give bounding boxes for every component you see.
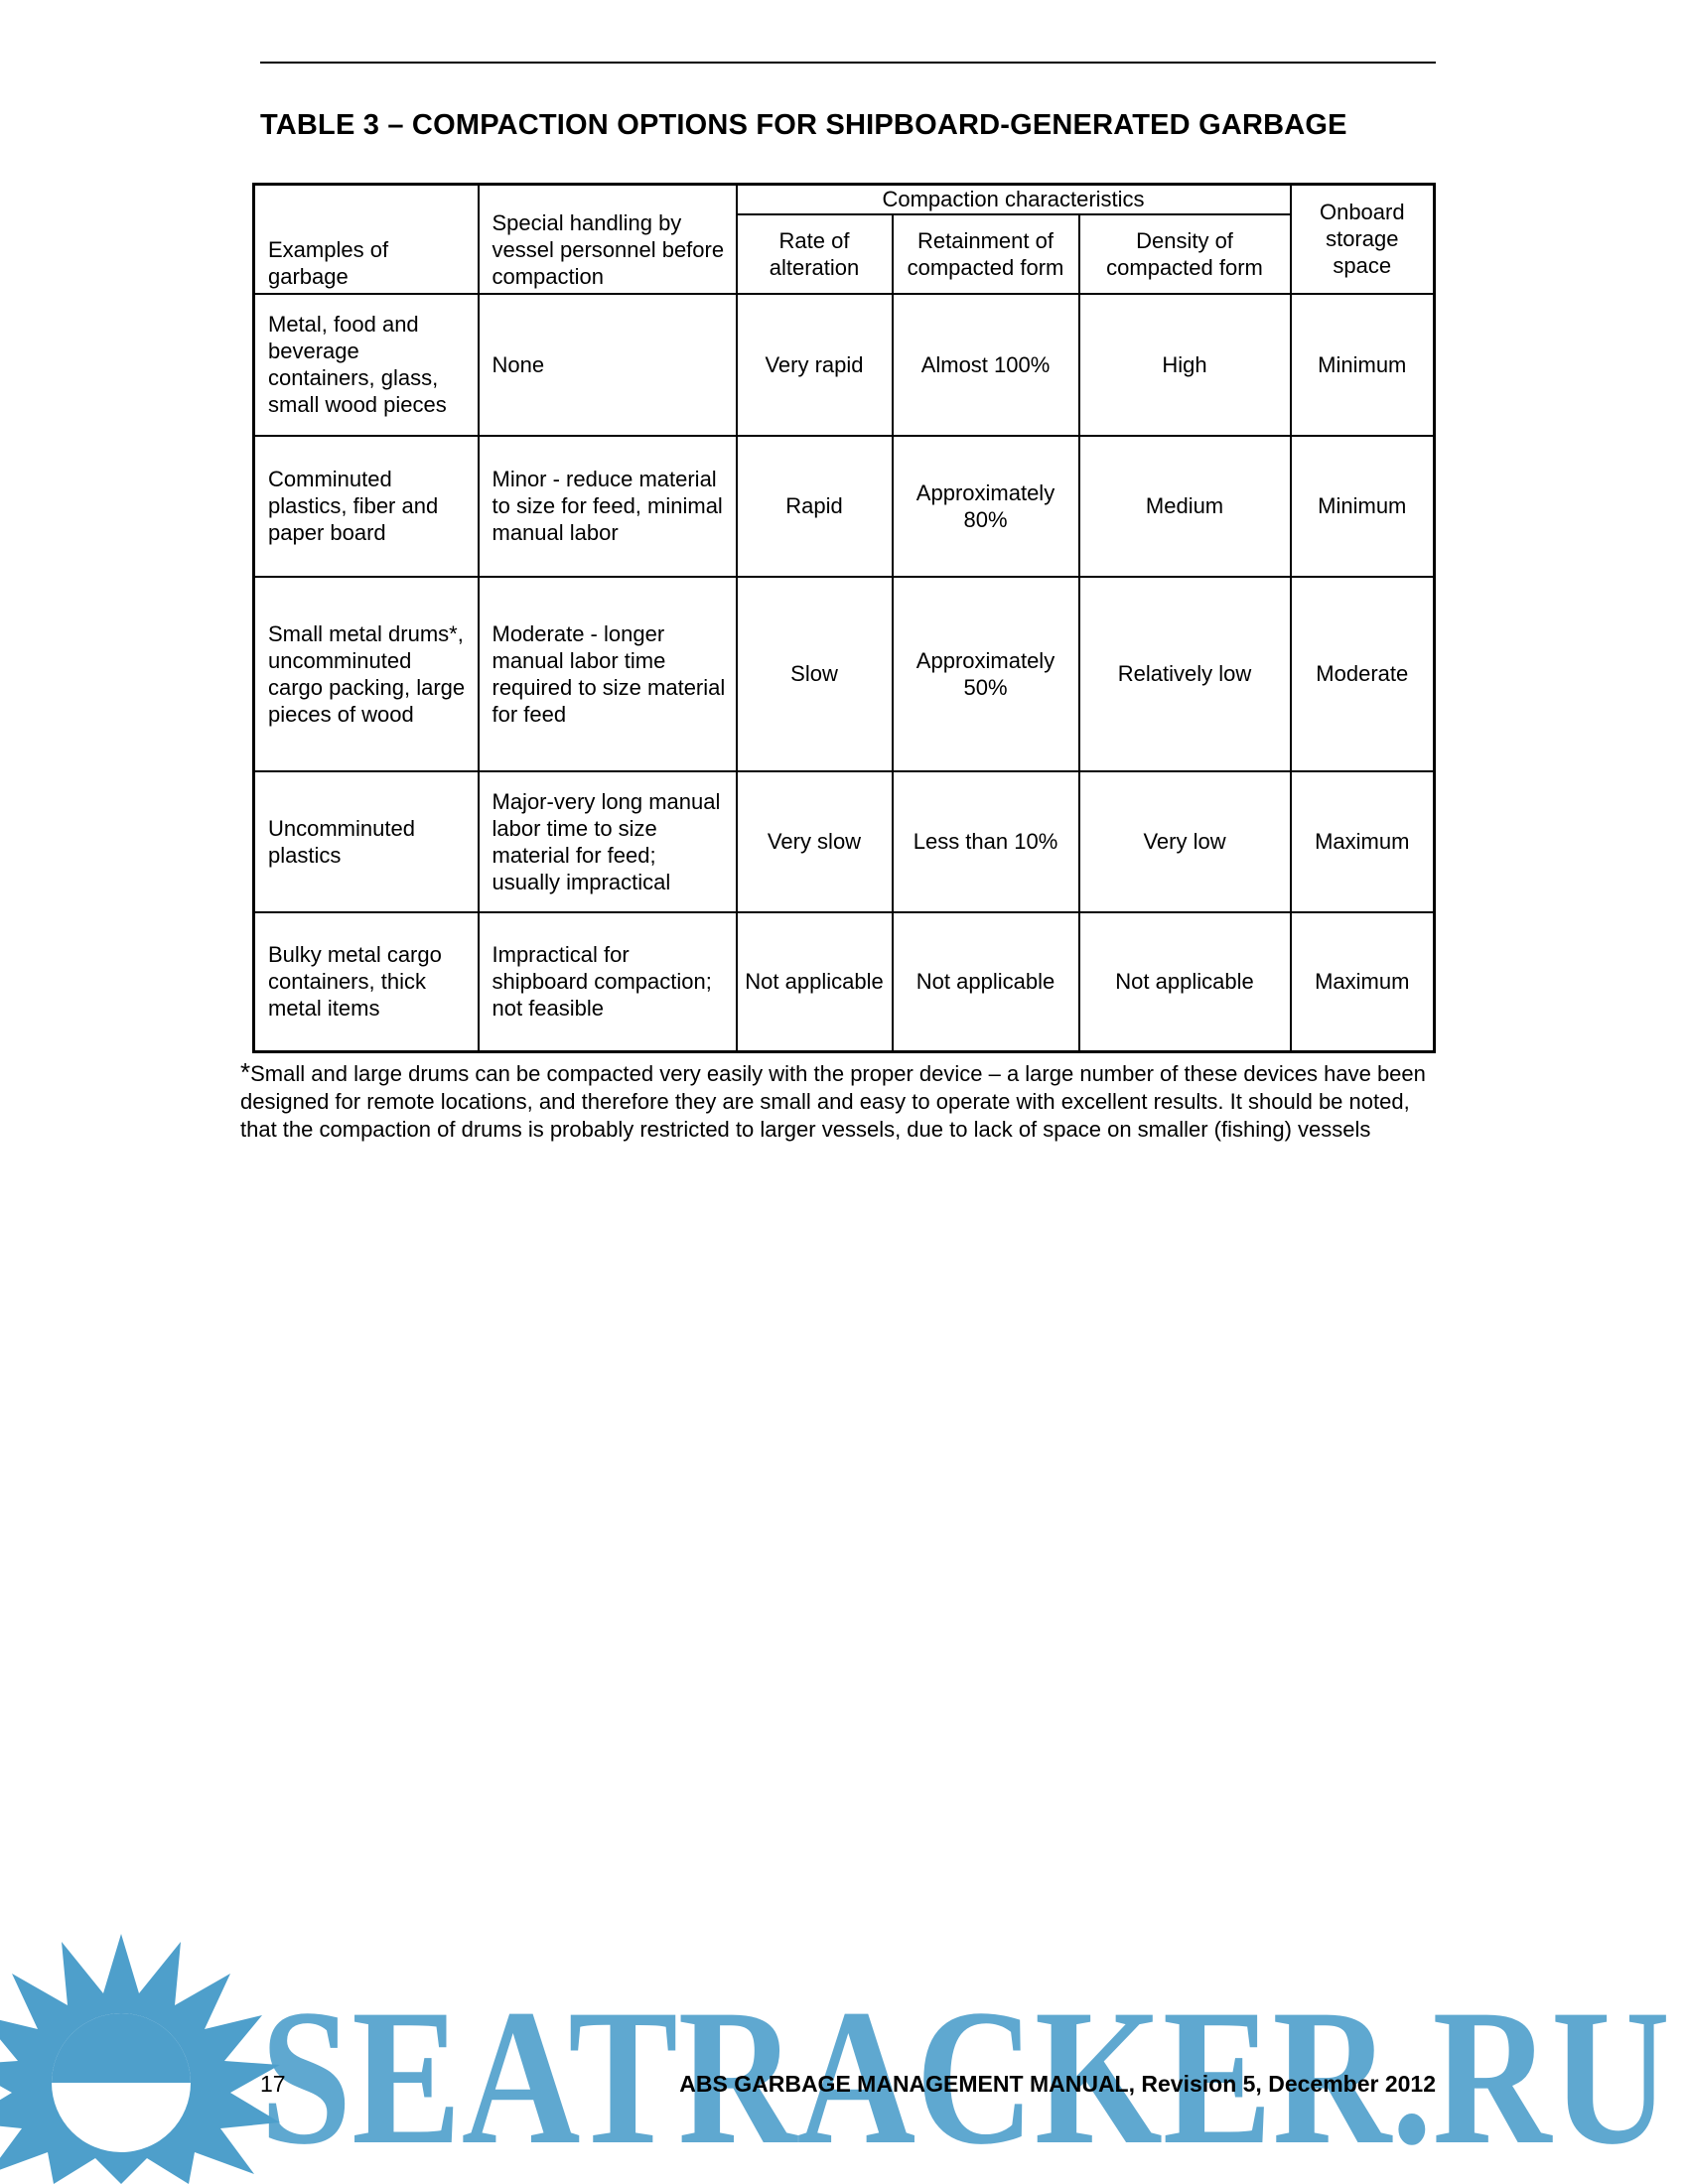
cell-handling: Impractical for shipboard compaction; not feasible (479, 912, 737, 1052)
cell-retainment: Approximately 50% (893, 577, 1079, 771)
cell-example: Bulky metal cargo containers, thick metal items (254, 912, 479, 1052)
header-row-top (254, 185, 1435, 214)
header-rate: Rate of alteration (737, 214, 893, 294)
cell-rate: Slow (737, 577, 893, 771)
compaction-table (252, 183, 1436, 1053)
footer-title: ABS GARBAGE MANAGEMENT MANUAL, Revision 5, December 2012 (679, 2071, 1436, 2097)
cell-density: Very low (1079, 771, 1291, 912)
cell-handling: Moderate - longer manual labor time required to size material for feed (479, 577, 737, 771)
cell-rate: Rapid (737, 436, 893, 577)
cell-storage: Maximum (1291, 912, 1435, 1052)
cell-handling: Major-very long manual labor time to size material for feed; usually impractical (479, 771, 737, 912)
cell-rate: Very rapid (737, 294, 893, 436)
cell-example: Metal, food and beverage containers, glass, small wood pieces (254, 294, 479, 436)
footnote-marker: * (240, 1057, 251, 1087)
table-row (254, 771, 1435, 912)
footnote (240, 1058, 1442, 1144)
cell-handling: None (479, 294, 737, 436)
header-special-handling: Special handling by vessel personnel before compaction (479, 185, 737, 294)
table-row (254, 294, 1435, 436)
table-row (254, 577, 1435, 771)
cell-retainment: Approximately 80% (893, 436, 1079, 577)
cell-handling: Minor - reduce material to size for feed, minimal manual labor (479, 436, 737, 577)
cell-storage: Maximum (1291, 771, 1435, 912)
sun-burst-icon (0, 1934, 280, 2184)
cell-rate: Very slow (737, 771, 893, 912)
cell-retainment: Not applicable (893, 912, 1079, 1052)
cell-rate: Not applicable (737, 912, 893, 1052)
cell-example: Uncomminuted plastics (254, 771, 479, 912)
footnote-text: Small and large drums can be compacted very easily with the proper device – a large number of these devices have been designed for remote locations, and therefore they are small and easy to operate with excellent results. It should be noted, that the compaction of drums is probably restricted to larger vessels, due to lack of space on smaller (fishing) vessels (240, 1061, 1426, 1142)
cell-retainment: Less than 10% (893, 771, 1079, 912)
table-row (254, 912, 1435, 1052)
header-density: Density of compacted form (1079, 214, 1291, 294)
cell-storage: Moderate (1291, 577, 1435, 771)
header-compaction-group: Compaction characteristics (737, 185, 1291, 214)
cell-density: Not applicable (1079, 912, 1291, 1052)
top-rule (260, 62, 1436, 64)
watermark-text: SEATRACKER.RU (260, 1970, 1670, 2184)
page-number: 17 (260, 2071, 286, 2097)
cell-density: Relatively low (1079, 577, 1291, 771)
header-retainment: Retainment of compacted form (893, 214, 1079, 294)
cell-density: High (1079, 294, 1291, 436)
cell-density: Medium (1079, 436, 1291, 577)
header-storage: Onboard storage space (1291, 185, 1435, 294)
table-title: TABLE 3 – COMPACTION OPTIONS FOR SHIPBOARD-GENERATED GARBAGE (260, 109, 1347, 141)
table-row (254, 436, 1435, 577)
cell-retainment: Almost 100% (893, 294, 1079, 436)
header-examples: Examples of garbage (254, 185, 479, 294)
watermark (0, 1934, 1688, 2184)
cell-storage: Minimum (1291, 436, 1435, 577)
cell-example: Small metal drums*, uncomminuted cargo packing, large pieces of wood (254, 577, 479, 771)
cell-storage: Minimum (1291, 294, 1435, 436)
cell-example: Comminuted plastics, fiber and paper board (254, 436, 479, 577)
